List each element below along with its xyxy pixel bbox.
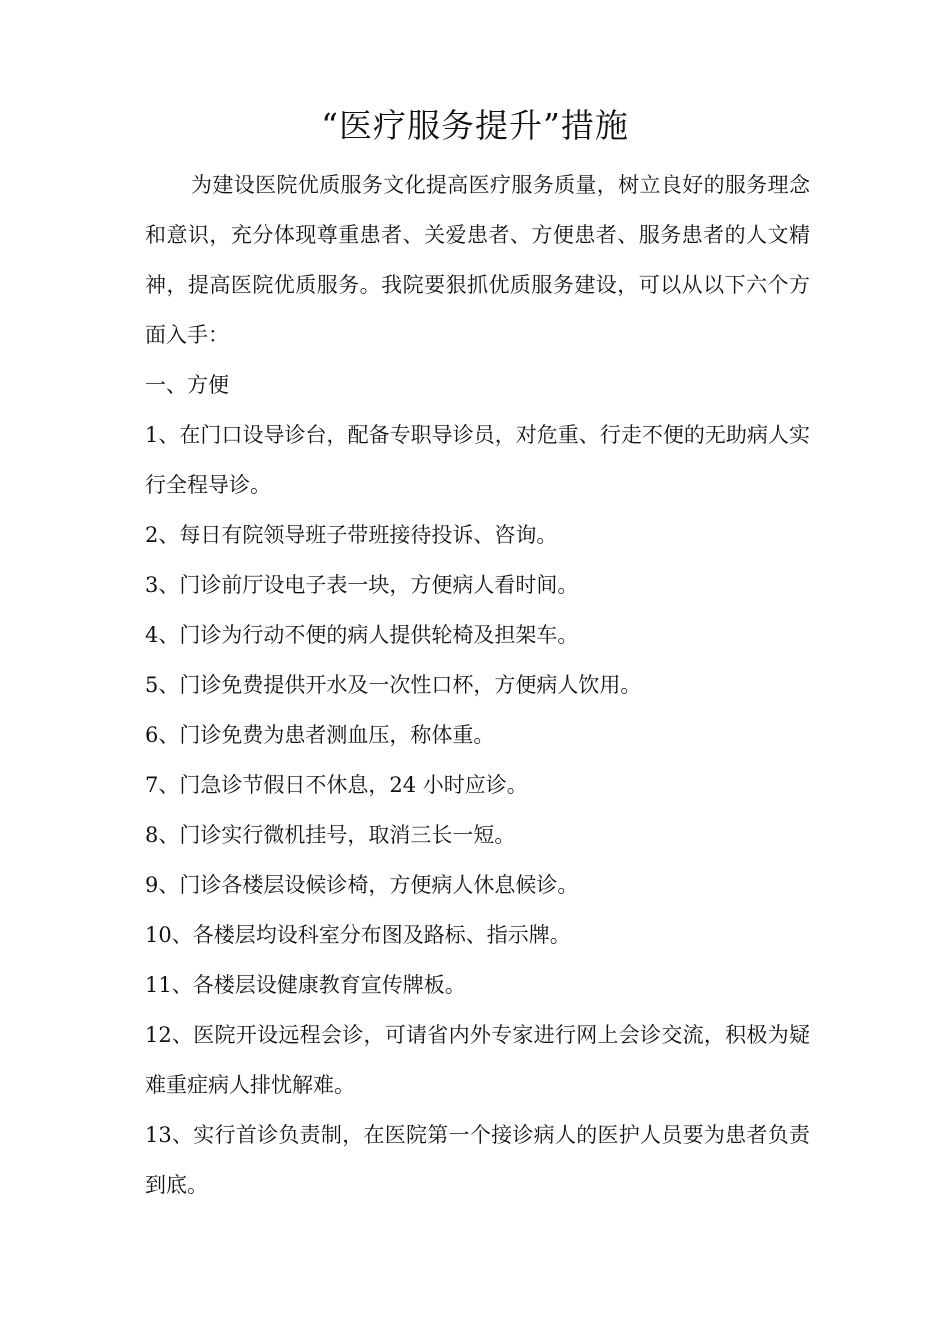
- list-item: 12、医院开设远程会诊，可请省内外专家进行网上会诊交流，积极为疑难重症病人排忧解难。: [145, 1023, 810, 1097]
- list-item: 2、每日有院领导班子带班接待投诉、咨询。: [145, 523, 558, 547]
- list-item: 3、门诊前厅设电子表一块，方便病人看时间。: [145, 573, 579, 597]
- list-item: 10、各楼层均设科室分布图及路标、指示牌。: [145, 923, 571, 947]
- list-item: 13、实行首诊负责制，在医院第一个接诊病人的医护人员要为患者负责到底。: [145, 1123, 810, 1197]
- list-item: 7、门急诊节假日不休息，24 小时应诊。: [145, 773, 528, 797]
- section-heading: 一、方便: [145, 373, 229, 397]
- document-title: “医疗服务提升”措施: [321, 106, 629, 145]
- document-body: [145, 160, 810, 1210]
- list-item: 1、在门口设导诊台，配备专职导诊员，对危重、行走不便的无助病人实行全程导诊。: [145, 423, 810, 497]
- list-item: 4、门诊为行动不便的病人提供轮椅及担架车。: [145, 623, 579, 647]
- intro-paragraph: 为建设医院优质服务文化提高医疗服务质量，树立良好的服务理念和意识，充分体现尊重患者、关爱患者、方便患者、服务患者的人文精神，提高医院优质服务。我院要狠抓优质服务建设，可以从以下六个方面入手：: [145, 173, 810, 347]
- list-item: 6、门诊免费为患者测血压，称体重。: [145, 723, 495, 747]
- list-item: 9、门诊各楼层设候诊椅，方便病人休息候诊。: [145, 873, 579, 897]
- list-item: 5、门诊免费提供开水及一次性口杯，方便病人饮用。: [145, 673, 642, 697]
- list-item: 8、门诊实行微机挂号，取消三长一短。: [145, 823, 516, 847]
- list-item: 11、各楼层设健康教育宣传牌板。: [145, 973, 466, 997]
